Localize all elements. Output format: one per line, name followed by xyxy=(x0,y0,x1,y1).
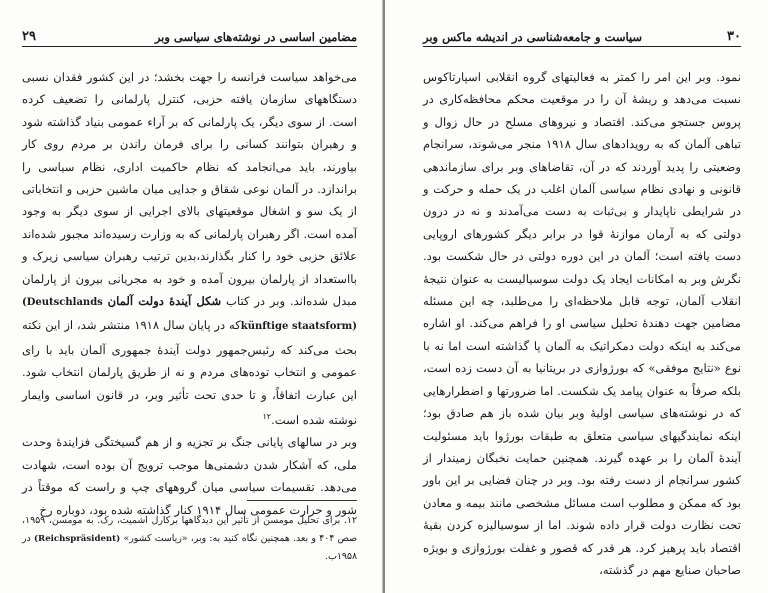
book-title-german: (Deutschlands künftige staatsform) xyxy=(22,297,357,333)
left-page xyxy=(0,0,383,593)
right-running-header xyxy=(423,22,741,44)
right-page-number: ۳۰ xyxy=(727,29,741,44)
right-page xyxy=(385,0,768,593)
footnote-rule xyxy=(247,500,357,501)
left-paragraph-1: می‌خواهد سیاست فرانسه را جهت بخشد؛ در این کشور فقدان نسبی دستگاههای سازمان یافته حزبی، کنترل پارلمانی را تضعیف کرده است. از سوی دیگر، یک پارلمانی که بر آراء عمومی بنیاد گذاشته شود و رهبران بتوانند کسانی را برای فرمان راندن بر مردم روی کار بیاورند، باید می‌انجامد که نظام حاکمیت اداری، نظام سیاسی را براندازد. در آلمان نوعی شقاق و جدایی میان ماشین حزبی و انتخاباتی از یک سو و اشغال موقعیتهای بالای اجرایی از سوی دیگر به وجود آمده است. اگر رهبران پارلمانی که به وزارت رسیده‌اند مجبور شده‌اند علائق حزبی خود را کنار بگذارند،بدین ترتیب رهبران سیاسی زیرک و بااستعداد از پارلمان بیرون آمده و خود به مجریانی بیرون از پارلمان مبدل شده‌اند. وبر در کتاب شکل آیندۀ دولت آلمان (Deutschlands künftige staatsform)که در پایان سال ۱۹۱۸ منتشر شد، از این نکته بحث می‌کند که رئیس‌جمهور دولت آیندۀ جمهوری آلمان باید با رای عمومی و انتخاب توده‌های مردم و نه از طریق پارلمان انتخاب شود. این عبارت اتفاقاً، و تا حدی تحت تأثیر وبر، در قانون اساسی وایمار نوشته شده است.$^{۱۲}$ xyxy=(22,70,358,427)
left-header-rule xyxy=(22,46,357,47)
left-paragraph-2: وبر در سالهای پایانی جنگ بر تجزیه و از هم گسیختگی فزایندۀ وحدت ملی، که آشکار شدن دشمنی‌ها موجب ترویج آن بوده است، شهادت می‌دهد. تقسیمات سیاسی میان گروههای چپ و راست که موقتاً در شور و حرارت عمومی سال ۱۹۱۴ کنار گذاشته شده بود، دوباره رخ xyxy=(22,435,357,517)
left-body-text xyxy=(22,66,357,521)
footnote-reference: ۱۲ xyxy=(262,412,272,422)
left-running-head-title: مضامین اساسی در نوشته‌های سیاسی وبر xyxy=(154,30,357,44)
right-paragraph-1: نمود. وبر این امر را کمتر به فعالیتهای گروه انقلابی اسپارتاکوس نسبت می‌دهد و ریشۀ آن را در موقعیت محکم محافظه‌کاری در پروس جستجو می‌کند. اقتصاد و نیروهای مسلح در حال زوال و تباهی آلمان که به رویدادهای سال ۱۹۱۸ منجر می‌شوند، سرانجام وضعیتی را پدید آوردند که در آن، تقاضاهای وبر برای سازماندهی قانونی و نهادی نظام سیاسی آلمان اغلب در یک حمله و حرکت و در شرایطی ناپایدار و بی‌ثبات به دست می‌آمدند و نه در درون دولتی که به آرمان موازنۀ قوا در برابر دیگر کشورهای اروپایی دست یافته است؛ آلمان در این دوره دولتی در حال شکست بود. نگرش وبر به امکانات ایجاد یک دولت سوسیالیست به عنوان نتیجۀ انقلاب آلمان، توجه قابل ملاحظه‌ای را می‌طلبد، چه این مسئله مضامین جهت دهندۀ تحلیل سیاسی او را فراهم می‌کند. او اشاره می‌کند به اینکه دولت دمکراتیک به آلمان پا گذاشته است اما نه با نوع «نتایج موفقی» که بورژوازی در بریتانیا به آن دست زده است، بلکه صرفاً به عنوان پیامد یک شکست. اما ضرورتها و اضطرارهایی که در نوشته‌های سیاسی اولیۀ وبر بیان شده باز هم صادق بود؛ اینکه نمایندگیهای سیاسی متعلق به طبقات بورژوا باید مسئولیت آیندۀ آلمان را بر عهده گیرند. همچنین حمایت نخبگان زمیندار از کشور سرانجام از دست رفته بود. وبر در چنان فضایی بر این باور بود که ممکن و مطلوب است مسائل مشخصی مانند بیمه و معادن تحت نظارت دولت قرار داده شوند. اما از سوسیالیزه کردن بقیۀ اقتصاد باید پرهیز کرد. هر قدر که قصور و غفلت بورژوازی و بویژه صاحبان صنایع مهم در گذشته، xyxy=(423,70,741,577)
right-body-text xyxy=(423,66,741,581)
left-running-header xyxy=(22,22,357,44)
left-page-number: ۲۹ xyxy=(22,29,36,44)
right-header-rule xyxy=(423,46,741,47)
footnote-12: ۱۲. برای تحلیل مومسن از تأثیر این دیدگاهها برکارل اشمیت، رک. به مومسن، ۱۹۵۹، صص ۴۰۴ و بعد. همچنین نگاه کنید به: وبر، «ریاست کشور» (Reichspräsident) در ۱۹۵۸ب. xyxy=(22,515,357,562)
book-title-persian: شکل آیندۀ دولت آلمان xyxy=(107,294,222,309)
right-running-head-title: سیاست و جامعه‌شناسی در اندیشه ماکس وبر xyxy=(423,30,643,44)
footnote-latin-term: (Reichspräsident) xyxy=(33,534,121,544)
